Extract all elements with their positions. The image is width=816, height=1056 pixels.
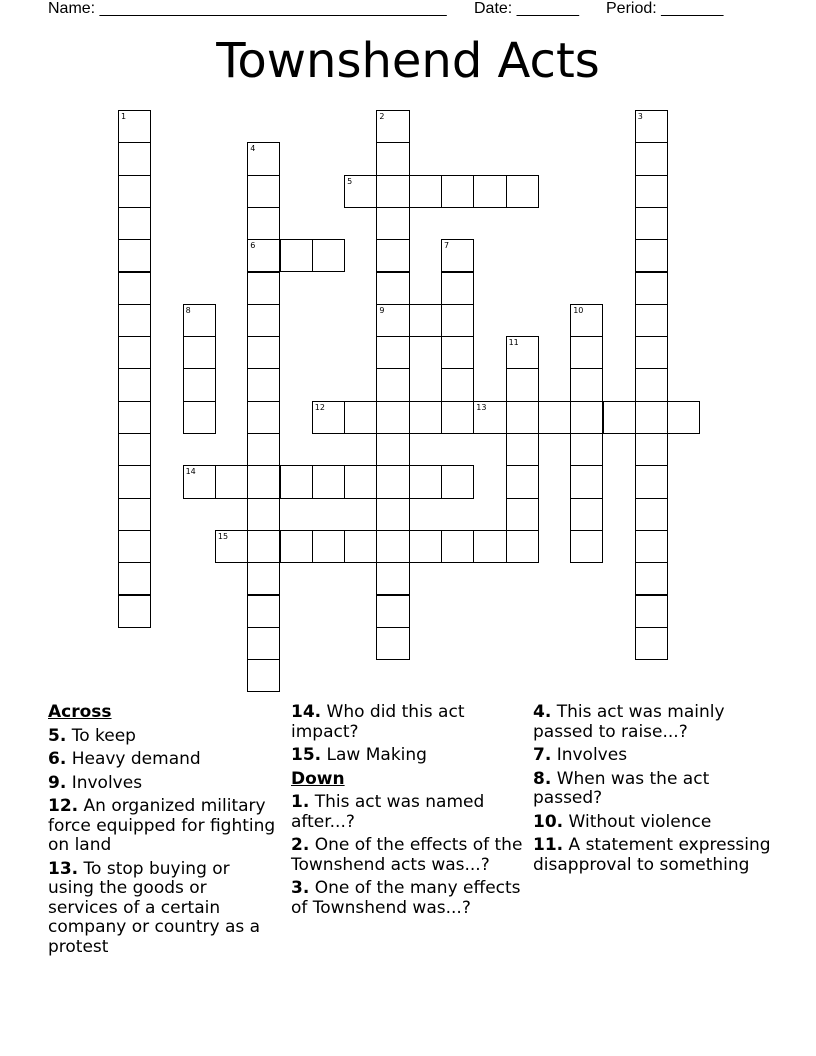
grid-cell[interactable]	[247, 627, 280, 660]
cell-number: 5	[347, 176, 353, 186]
grid-cell[interactable]	[280, 530, 313, 563]
grid-cell[interactable]	[118, 175, 151, 208]
down-clue-2: 2. One of the effects of the Townshend acts was...?	[291, 835, 523, 875]
grid-cell[interactable]	[570, 304, 603, 337]
grid-cell[interactable]	[118, 304, 151, 337]
grid-cell[interactable]	[635, 595, 668, 628]
grid-cell[interactable]	[635, 530, 668, 563]
grid-cell[interactable]	[118, 498, 151, 531]
down-clue-11: 11. A statement expressing disapproval to something	[533, 835, 771, 875]
grid-cell[interactable]	[570, 530, 603, 563]
grid-cell[interactable]	[118, 239, 151, 272]
across-clue-12: 12. An organized military force equipped for fighting on land	[48, 796, 276, 855]
grid-cell[interactable]	[376, 595, 409, 628]
grid-cell[interactable]	[247, 530, 280, 563]
grid-cell[interactable]	[570, 465, 603, 498]
grid-cell[interactable]	[376, 239, 409, 272]
grid-cell[interactable]	[635, 562, 668, 595]
grid-cell[interactable]	[409, 465, 442, 498]
grid-cell[interactable]	[635, 336, 668, 369]
grid-cell[interactable]	[118, 530, 151, 563]
grid-cell[interactable]	[409, 530, 442, 563]
cell-number: 10	[573, 305, 584, 315]
grid-cell[interactable]	[344, 175, 377, 208]
grid-cell[interactable]	[635, 368, 668, 401]
grid-cell[interactable]	[376, 627, 409, 660]
grid-cell[interactable]	[635, 272, 668, 305]
clues-column-3	[533, 703, 773, 879]
grid-cell[interactable]	[376, 433, 409, 466]
grid-cell[interactable]	[635, 207, 668, 240]
grid-cell[interactable]	[441, 175, 474, 208]
grid-cell[interactable]	[247, 562, 280, 595]
grid-cell[interactable]	[635, 433, 668, 466]
across-clue-14: 14. Who did this act impact?	[291, 702, 465, 742]
grid-cell[interactable]	[247, 239, 280, 272]
grid-cell[interactable]	[118, 562, 151, 595]
grid-cell[interactable]	[376, 272, 409, 305]
grid-cell[interactable]	[280, 465, 313, 498]
down-clue-1: 1. This act was named after...?	[291, 792, 485, 832]
grid-cell[interactable]	[183, 336, 216, 369]
grid-cell[interactable]	[247, 207, 280, 240]
grid-cell[interactable]	[376, 207, 409, 240]
grid-cell[interactable]	[441, 272, 474, 305]
cell-number: 7	[444, 241, 450, 251]
grid-cell[interactable]	[635, 627, 668, 660]
grid-cell[interactable]	[570, 368, 603, 401]
cell-number: 3	[637, 112, 643, 121]
grid-cell[interactable]	[247, 433, 280, 466]
down-heading: Down	[291, 768, 345, 789]
cell-number: 9	[379, 305, 385, 315]
grid-cell[interactable]	[247, 304, 280, 337]
grid-cell[interactable]	[215, 465, 248, 498]
grid-cell[interactable]	[667, 401, 700, 434]
grid-cell[interactable]	[247, 595, 280, 628]
grid-cell[interactable]	[247, 659, 280, 692]
grid-cell[interactable]	[506, 368, 539, 401]
cell-number: 14	[185, 467, 196, 477]
grid-cell[interactable]	[473, 401, 506, 434]
grid-cell[interactable]	[312, 401, 345, 434]
cell-number: 6	[250, 241, 256, 251]
grid-cell[interactable]	[441, 368, 474, 401]
grid-cell[interactable]	[441, 530, 474, 563]
grid-cell[interactable]	[247, 498, 280, 531]
grid-cell[interactable]	[247, 175, 280, 208]
date-field[interactable]: Date: _______	[474, 0, 579, 17]
grid-cell[interactable]	[635, 465, 668, 498]
grid-cell[interactable]	[473, 530, 506, 563]
grid-cell[interactable]	[409, 304, 442, 337]
grid-cell[interactable]	[183, 304, 216, 337]
grid-cell[interactable]	[183, 368, 216, 401]
grid-cell[interactable]	[506, 336, 539, 369]
grid-cell[interactable]	[570, 433, 603, 466]
grid-cell[interactable]	[506, 401, 539, 434]
grid-cell[interactable]	[376, 175, 409, 208]
grid-cell[interactable]	[441, 465, 474, 498]
grid-cell[interactable]	[247, 336, 280, 369]
grid-cell[interactable]	[344, 465, 377, 498]
grid-cell[interactable]	[570, 498, 603, 531]
grid-cell[interactable]	[635, 498, 668, 531]
grid-cell[interactable]	[312, 530, 345, 563]
cell-number: 12	[314, 402, 325, 412]
across-clue-15: 15. Law Making	[291, 745, 427, 765]
grid-cell[interactable]	[376, 465, 409, 498]
grid-cell[interactable]	[603, 401, 636, 434]
grid-cell[interactable]	[376, 530, 409, 563]
grid-cell[interactable]	[247, 401, 280, 434]
grid-cell[interactable]	[215, 530, 248, 563]
grid-cell[interactable]	[635, 142, 668, 175]
cell-number: 11	[508, 338, 519, 348]
period-field[interactable]: Period: _______	[606, 0, 724, 17]
across-heading: Across	[48, 702, 112, 722]
grid-cell[interactable]	[183, 465, 216, 498]
cell-number: 15	[217, 531, 229, 541]
grid-cell[interactable]	[441, 401, 474, 434]
across-clue-6: 6. Heavy demand	[48, 749, 201, 769]
cell-number: 2	[379, 112, 385, 121]
grid-cell[interactable]	[635, 239, 668, 272]
grid-cell[interactable]	[538, 401, 571, 434]
grid-cell[interactable]	[473, 175, 506, 208]
grid-cell[interactable]	[635, 401, 668, 434]
across-clue-13: 13. To stop buying or using the goods or services of a certain company or country as a protest	[48, 858, 261, 957]
puzzle-title: Townshend Acts	[216, 33, 600, 89]
name-field[interactable]: Name: _______________________________________	[48, 0, 447, 17]
grid-cell[interactable]	[506, 498, 539, 531]
grid-cell[interactable]	[118, 207, 151, 240]
cell-number: 8	[185, 305, 191, 315]
grid-cell[interactable]	[183, 401, 216, 434]
grid-cell[interactable]	[376, 401, 409, 434]
grid-cell[interactable]	[570, 401, 603, 434]
grid-cell[interactable]	[344, 401, 377, 434]
grid-cell[interactable]	[635, 110, 668, 143]
down-clue-10: 10. Without violence	[533, 811, 712, 832]
grid-cell[interactable]	[506, 433, 539, 466]
grid-cell[interactable]	[441, 239, 474, 272]
grid-cell[interactable]	[376, 368, 409, 401]
grid-cell[interactable]	[118, 142, 151, 175]
across-clue-5: 5. To keep	[48, 725, 136, 746]
cell-number: 4	[250, 144, 256, 154]
grid-cell[interactable]	[312, 239, 345, 272]
grid-cell[interactable]	[506, 465, 539, 498]
grid-cell[interactable]	[570, 336, 603, 369]
down-clue-7: 7. Involves	[533, 745, 628, 765]
grid-cell[interactable]	[247, 272, 280, 305]
cell-number: 1	[121, 112, 127, 121]
grid-cell[interactable]	[506, 530, 539, 563]
grid-cell[interactable]	[118, 110, 151, 143]
grid-cell[interactable]	[441, 336, 474, 369]
grid-cell[interactable]	[506, 175, 539, 208]
grid-cell[interactable]	[312, 465, 345, 498]
grid-cell[interactable]	[376, 336, 409, 369]
clues-column-2	[291, 703, 523, 922]
down-clue-8: 8. When was the act passed?	[533, 768, 710, 808]
grid-cell[interactable]	[441, 304, 474, 337]
grid-cell[interactable]	[376, 562, 409, 595]
grid-cell[interactable]	[118, 401, 151, 434]
grid-cell[interactable]	[409, 175, 442, 208]
grid-cell[interactable]	[376, 142, 409, 175]
grid-cell[interactable]	[118, 465, 151, 498]
grid-cell[interactable]	[635, 175, 668, 208]
grid-cell[interactable]	[118, 595, 151, 628]
grid-cell[interactable]	[344, 530, 377, 563]
down-clue-3: 3. One of the many effects of Townshend was...?	[291, 878, 521, 918]
clues-column-1	[48, 703, 280, 961]
grid-cell[interactable]	[280, 239, 313, 272]
grid-cell[interactable]	[247, 142, 280, 175]
grid-cell[interactable]	[376, 304, 409, 337]
grid-cell[interactable]	[409, 401, 442, 434]
cell-number: 13	[476, 402, 487, 412]
grid-cell[interactable]	[118, 272, 151, 305]
down-clue-4: 4. This act was mainly passed to raise...?	[533, 702, 725, 742]
grid-cell[interactable]	[635, 304, 668, 337]
across-clue-9: 9. Involves	[48, 772, 143, 793]
grid-cell[interactable]	[118, 336, 151, 369]
grid-cell[interactable]	[376, 498, 409, 531]
grid-cell[interactable]	[247, 368, 280, 401]
grid-cell[interactable]	[118, 433, 151, 466]
grid-cell[interactable]	[376, 110, 409, 143]
grid-cell[interactable]	[247, 465, 280, 498]
grid-cell[interactable]	[118, 368, 151, 401]
